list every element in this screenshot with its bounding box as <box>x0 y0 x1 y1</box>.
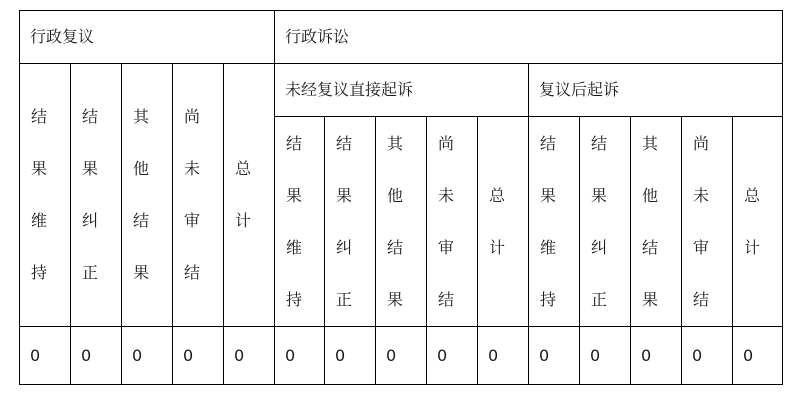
value-cell: 0 <box>275 327 325 385</box>
value-cell: 0 <box>427 327 478 385</box>
value-cell: 0 <box>376 327 427 385</box>
review-col-upheld: 结果维持 <box>20 64 71 327</box>
after-col-other: 其他结果 <box>631 117 682 327</box>
after-col-total: 总计 <box>733 117 783 327</box>
statistics-table <box>19 10 783 385</box>
after-col-upheld: 结果维持 <box>529 117 580 327</box>
value-cell: 0 <box>122 327 173 385</box>
value-cell: 0 <box>71 327 122 385</box>
direct-col-other: 其他结果 <box>376 117 427 327</box>
header-after-review: 复议后起诉 <box>529 64 783 117</box>
header-direct-suit: 未经复议直接起诉 <box>275 64 529 117</box>
direct-col-total: 总计 <box>478 117 529 327</box>
header-admin-litigation: 行政诉讼 <box>275 11 783 64</box>
direct-col-pending: 尚未审结 <box>427 117 478 327</box>
review-col-pending: 尚未审结 <box>173 64 224 327</box>
review-col-other: 其他结果 <box>122 64 173 327</box>
value-cell: 0 <box>580 327 631 385</box>
direct-col-upheld: 结果维持 <box>275 117 325 327</box>
review-col-total: 总计 <box>224 64 275 327</box>
value-cell: 0 <box>682 327 733 385</box>
value-cell: 0 <box>325 327 376 385</box>
after-col-corrected: 结果纠正 <box>580 117 631 327</box>
value-cell: 0 <box>478 327 529 385</box>
header-admin-review: 行政复议 <box>20 11 275 64</box>
after-col-pending: 尚未审结 <box>682 117 733 327</box>
value-cell: 0 <box>224 327 275 385</box>
direct-col-corrected: 结果纠正 <box>325 117 376 327</box>
value-cell: 0 <box>20 327 71 385</box>
value-cell: 0 <box>733 327 783 385</box>
value-cell: 0 <box>173 327 224 385</box>
value-cell: 0 <box>529 327 580 385</box>
review-col-corrected: 结果纠正 <box>71 64 122 327</box>
value-cell: 0 <box>631 327 682 385</box>
